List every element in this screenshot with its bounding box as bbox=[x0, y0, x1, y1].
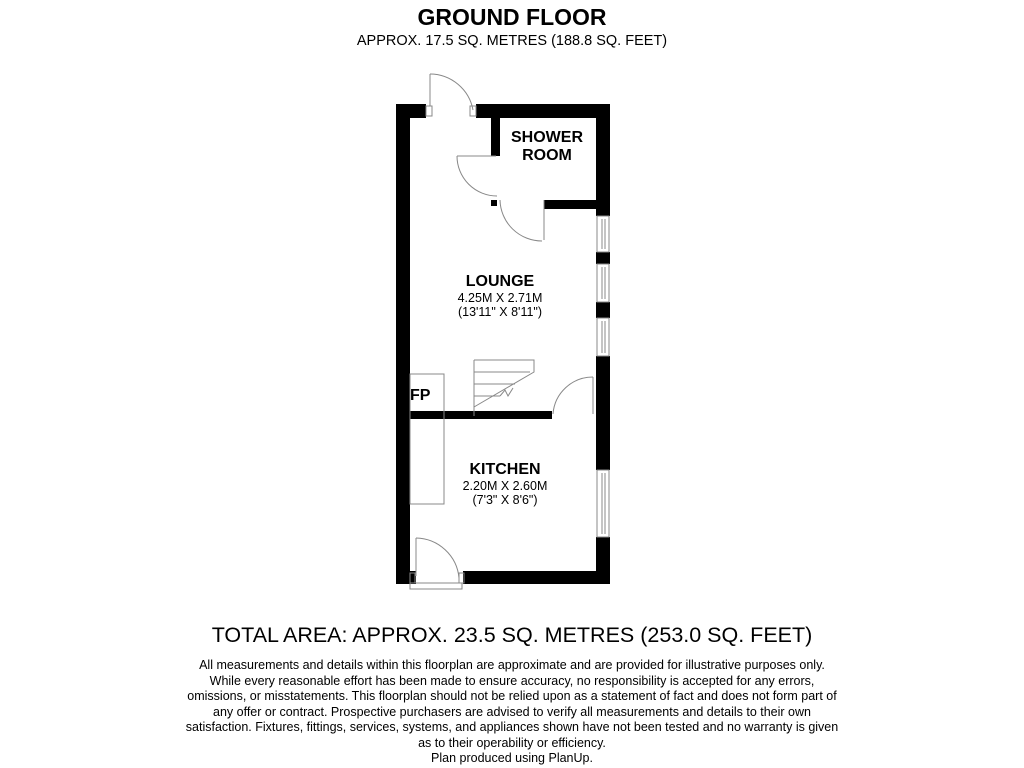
room-label-lounge: LOUNGE bbox=[465, 273, 535, 290]
disclaimer-line: satisfaction. Fixtures, fittings, services, systems, and appliances shown have not been tested and no warranty is given bbox=[185, 720, 839, 734]
kitchen-dim-imperial: (7'3" X 8'6") bbox=[472, 493, 538, 507]
disclaimer-line: omissions, or misstatements. This floorplan should not be relied upon as a statement of fact and does not form part of bbox=[187, 689, 837, 703]
shower-room-line1: SHOWER bbox=[511, 129, 583, 146]
lounge-dim-metric: 4.25M X 2.71M bbox=[457, 291, 543, 305]
room-label-fireplace: FP bbox=[410, 387, 431, 404]
total-area: TOTAL AREA: APPROX. 23.5 SQ. METRES (253.0 SQ. FEET) bbox=[211, 623, 813, 647]
plan-credit: Plan produced using PlanUp. bbox=[431, 751, 593, 765]
shower-room-line2: ROOM bbox=[522, 147, 572, 164]
floor-area-subtitle: APPROX. 17.5 SQ. METRES (188.8 SQ. FEET) bbox=[356, 33, 668, 49]
disclaimer-line: any offer or contract. Prospective purchasers are advised to verify all measurements and details to their own bbox=[213, 704, 811, 719]
disclaimer-line: All measurements and details within this floorplan are approximate and are provided for illustrative purposes only. bbox=[199, 658, 825, 672]
walls bbox=[396, 104, 610, 584]
lounge-dim-imperial: (13'11" X 8'11") bbox=[457, 305, 543, 319]
disclaimer bbox=[162, 658, 862, 767]
room-label-shower bbox=[500, 129, 594, 165]
disclaimer-line: as to their operability or efficiency. bbox=[418, 735, 606, 750]
kitchen-dim-metric: 2.20M X 2.60M bbox=[462, 479, 548, 493]
disclaimer-line: While every reasonable effort has been made to ensure accuracy, no responsibility is accepted for any errors, bbox=[209, 673, 815, 688]
room-label-kitchen: KITCHEN bbox=[469, 461, 541, 478]
floor-title: GROUND FLOOR bbox=[417, 4, 607, 30]
